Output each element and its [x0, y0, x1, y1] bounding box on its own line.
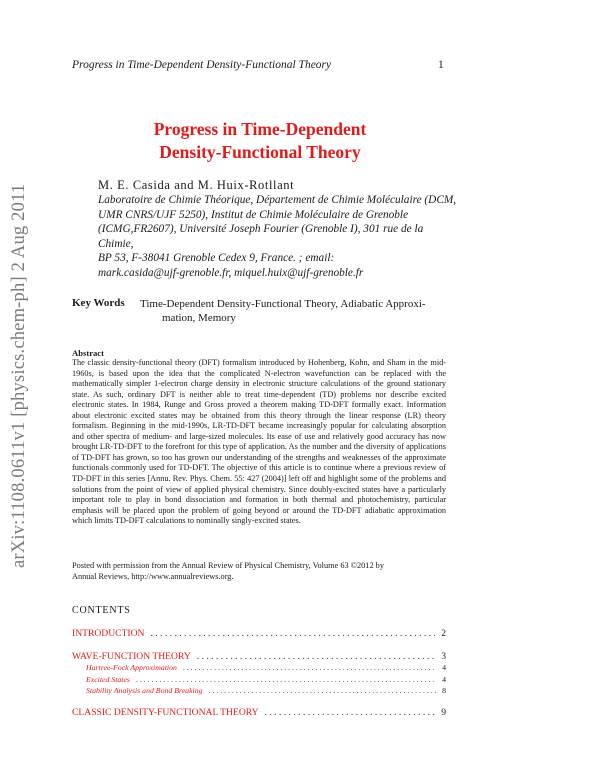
toc-entry-page: 9	[441, 707, 446, 718]
toc-entry-page: 4	[442, 675, 446, 684]
toc-leader-dots	[197, 651, 435, 662]
toc-entry-label[interactable]: Excited States	[86, 675, 130, 684]
contents-heading: CONTENTS	[72, 605, 131, 616]
toc-leader-dots	[150, 628, 435, 639]
permission-note	[72, 561, 446, 582]
affiliation-line: Laboratoire de Chimie Théorique, Département de Chimie Moléculaire (DCM,	[98, 194, 457, 206]
toc-entry-excited-states[interactable]	[72, 675, 446, 684]
paper-title	[100, 118, 420, 164]
toc-entry-page: 3	[441, 651, 446, 662]
author-emails[interactable]: mark.casida@ujf-grenoble.fr, miquel.huix@ujf-grenoble.fr	[98, 266, 364, 279]
keywords-label: Key Words	[72, 297, 125, 309]
title-line-2: Density-Functional Theory	[159, 142, 361, 162]
permission-line-2[interactable]: Annual Reviews, http://www.annualreviews.org.	[72, 571, 234, 581]
toc-leader-dots	[209, 686, 437, 695]
toc-entry-label[interactable]: Hartree-Fock Approximation	[86, 663, 177, 672]
toc-entry-introduction[interactable]	[72, 628, 446, 639]
toc-leader-dots	[265, 707, 436, 718]
abstract-heading: Abstract	[72, 348, 104, 358]
toc-entry-wave-function-theory[interactable]	[72, 651, 446, 662]
affiliation-line: BP 53, F-38041 Grenoble Cedex 9, France. ; email:	[98, 252, 335, 265]
abstract-body: The classic density-functional theory (DFT) formalism introduced by Hohenberg, Kohn, and Sham in the mid-1960s, is based upon the idea that the complicated N-electron wavefunction can be replaced with the mathematically simpler 1-electron charge density in electronic structure calculations of the ground stationary state. As such, ordinary DFT is neither able to treat time-dependent (TD) problems nor describe excited electronic states. In 1984, Runge and Gross proved a theorem making TD-DFT formally exact. Information about electronic excited states may be obtained from this theory through the linear response (LR) theory formalism. Beginning in the mid-1990s, LR-TD-DFT became increasingly popular for calculating absorption and other spectra of medium- and large-sized molecules. Its ease of use and relatively good accuracy has now brought LR-TD-DFT to the forefront for this type of application. As the number and the diversity of applications of TD-DFT has grown, so too has grown our understanding of the strengths and weaknesses of the approximate functionals commonly used for TD-DFT. The objective of this article is to continue where a previous review of TD-DFT in this series [Annu. Rev. Phys. Chem. 55: 427 (2004)] left off and highlight some of the problems and solutions from the point of view of applied physical chemistry. Since doubly-excited states have a particularly important role to play in bond dissociation and formation in both thermal and photochemistry, particular emphasis will be placed upon the problem of going beyond or around the TD-DFT adiabatic approximation which limits TD-DFT calculations to nominally singly-excited states.	[72, 358, 446, 526]
toc-entry-label[interactable]: WAVE-FUNCTION THEORY	[72, 651, 191, 662]
running-title: Progress in Time-Dependent Density-Functional Theory	[72, 59, 332, 71]
keywords	[140, 297, 450, 325]
toc-entry-page: 8	[442, 686, 446, 695]
keywords-line-2: mation, Memory	[162, 312, 236, 324]
permission-line-1: Posted with permission from the Annual Review of Physical Chemistry, Volume 63 ©2012 by	[72, 561, 384, 570]
authors: M. E. Casida and M. Huix-Rotllant	[98, 178, 295, 192]
keywords-line-1: Time-Dependent Density-Functional Theory, Adiabatic Approxi-	[140, 298, 426, 310]
toc-entry-stability-analysis[interactable]	[72, 686, 446, 695]
toc-entry-label[interactable]: Stability Analysis and Bond Breaking	[86, 686, 203, 695]
toc-entry-label[interactable]: INTRODUCTION	[72, 628, 145, 639]
toc-entry-label[interactable]: CLASSIC DENSITY-FUNCTIONAL THEORY	[72, 707, 259, 718]
arxiv-identifier-stamp[interactable]: arXiv:1108.0611v1 [physics.chem-ph] 2 Aug 2011	[9, 183, 29, 568]
page-number: 1	[438, 59, 444, 71]
affiliation	[98, 193, 458, 281]
toc-entry-hartree-fock[interactable]	[72, 663, 446, 672]
toc-leader-dots	[183, 663, 436, 672]
toc-entry-page: 4	[442, 663, 446, 672]
toc-leader-dots	[136, 675, 436, 684]
title-line-1: Progress in Time-Dependent	[153, 119, 367, 139]
toc-entry-classic-dft[interactable]	[72, 707, 446, 718]
affiliation-line: (ICMG,FR2607), Université Joseph Fourier (Grenoble I), 301 rue de la Chimie,	[98, 223, 424, 250]
affiliation-line: UMR CNRS/UJF 5250), Institut de Chimie Moléculaire de Grenoble	[98, 208, 409, 221]
toc-entry-page: 2	[441, 628, 446, 639]
